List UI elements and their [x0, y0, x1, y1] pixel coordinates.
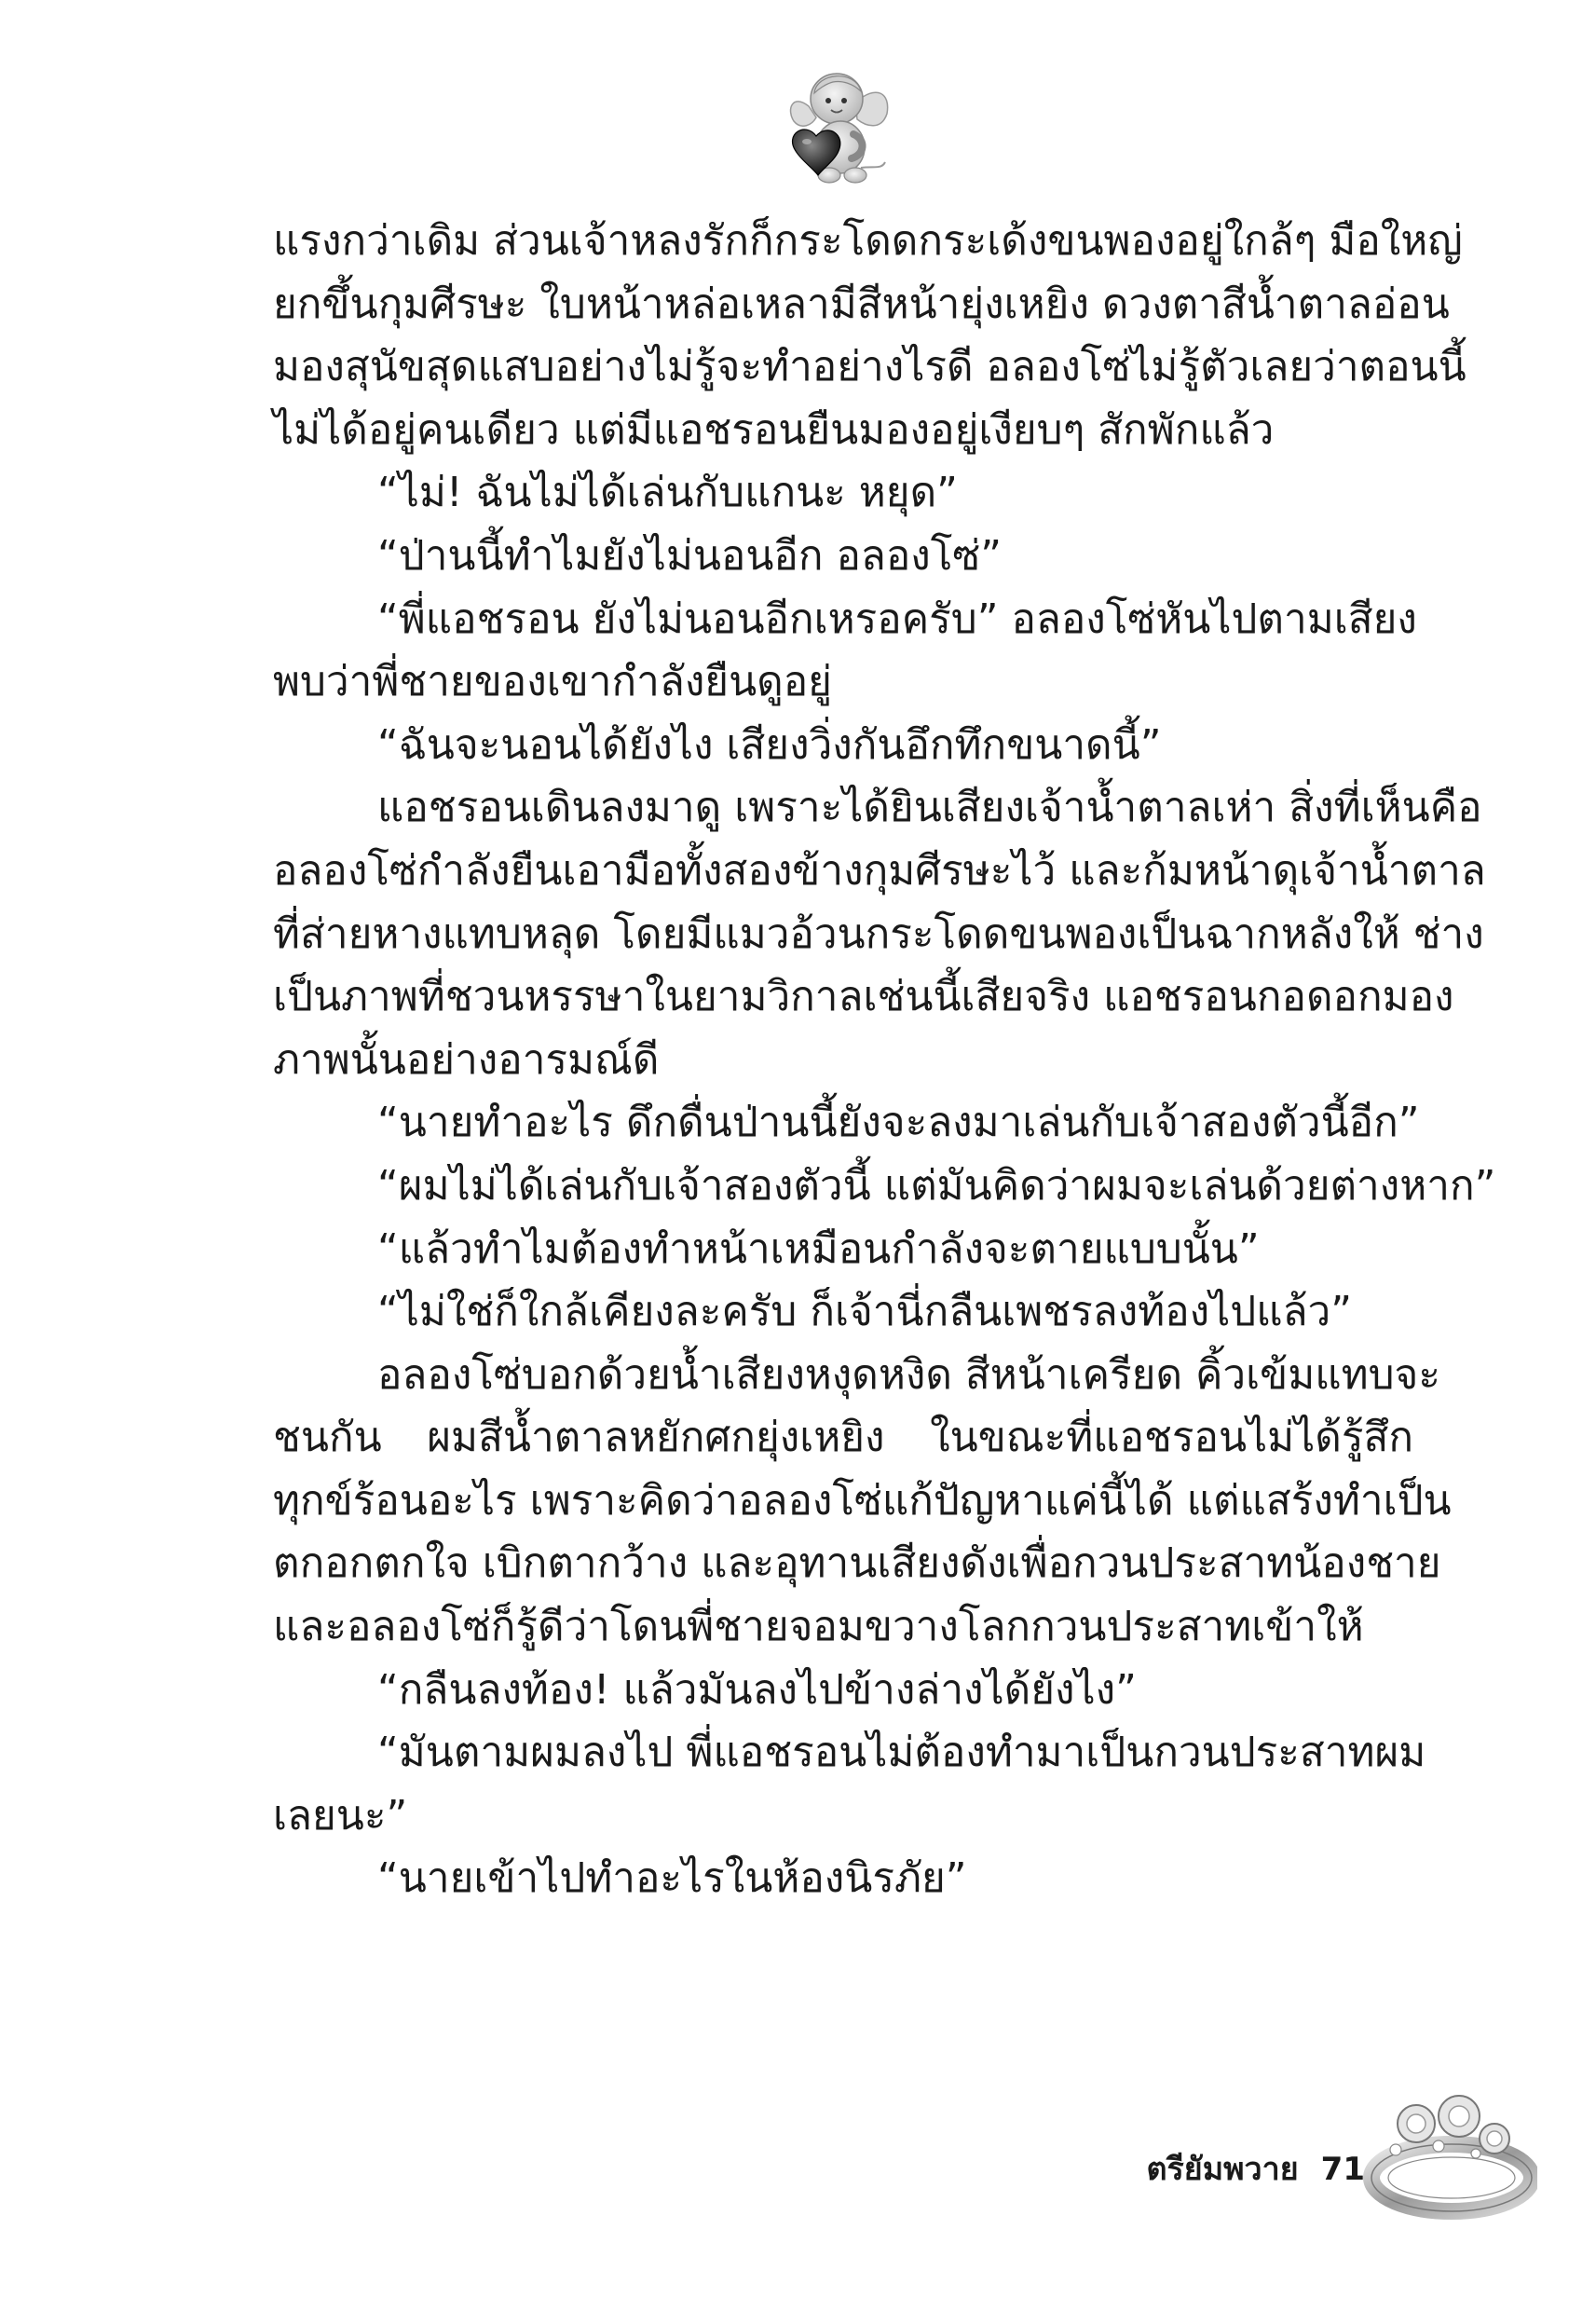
page-footer — [1104, 2143, 1365, 2194]
text-line: เป็นภาพที่ชวนหรรษาในยามวิกาลเช่นนี้เสียจริง แอชรอนกอดอกมอง — [273, 973, 1454, 1021]
text-line: “ไม่ใช่ก็ใกล้เคียงละครับ ก็เจ้านี่กลืนเพชรลงท้องไปแล้ว” — [377, 1288, 1353, 1336]
text-line: ทุกข์ร้อนอะไร เพราะคิดว่าอลองโซ่แก้ปัญหาแค่นี้ได้ แต่แสร้งทำเป็น — [273, 1476, 1452, 1525]
text-line: ไม่ได้อยู่คนเดียว แต่มีแอชรอนยืนมองอยู่เงียบๆ สักพักแล้ว — [273, 405, 1275, 454]
text-line: อลองโซ่กำลังยืนเอามือทั้งสองข้างกุมศีรษะไว้ และก้มหน้าดุเจ้าน้ำตาล — [273, 846, 1486, 895]
text-line: ยกขึ้นกุมศีรษะ ใบหน้าหล่อเหลามีสีหน้ายุ่งเหยิง ดวงตาสีน้ำตาลอ่อน — [273, 280, 1450, 328]
book-title: ตรียัมพวาย — [1146, 2151, 1299, 2188]
text-line: “แล้วทำไมต้องทำหน้าเหมือนกำลังจะตายแบบนั้น” — [377, 1224, 1260, 1273]
text-line: “พี่แอชรอน ยังไม่นอนอีกเหรอครับ” อลองโซ่หันไปตามเสียง — [377, 595, 1417, 643]
text-line: พบว่าพี่ชายของเขากำลังยืนดูอยู่ — [273, 658, 832, 706]
text-line: ตกอกตกใจ เบิกตากว้าง และอุทานเสียงดังเพื่อกวนประสาทน้องชาย — [273, 1539, 1441, 1588]
cherub-heart-icon — [788, 65, 893, 186]
text-line: “นายทำอะไร ดึกดื่นป่านนี้ยังจะลงมาเล่นกับเจ้าสองตัวนี้อีก” — [377, 1099, 1420, 1147]
text-line: ที่ส่ายหางแทบหลุด โดยมีแมวอ้วนกระโดดขนพองเป็นฉากหลังให้ ช่าง — [273, 909, 1484, 958]
text-line: “ผมไม่ได้เล่นกับเจ้าสองตัวนี้ แต่มันคิดว่าผมจะเล่นด้วยต่างหาก” — [377, 1161, 1496, 1210]
text-line: ภาพนั้นอย่างอารมณ์ดี — [273, 1035, 660, 1084]
text-line: ชนกัน ผมสีน้ำตาลหยักศกยุ่งเหยิง ในขณะที่แอชรอนไม่ได้รู้สึก — [273, 1414, 1413, 1462]
text-line: เลยนะ” — [273, 1791, 408, 1839]
text-line: และอลองโซ่ก็รู้ดีว่าโดนพี่ชายจอมขวางโลกกวนประสาทเข้าให้ — [273, 1603, 1364, 1651]
text-line: แรงกว่าเดิม ส่วนเจ้าหลงรักก็กระโดดกระเด้งขนพองอยู่ใกล้ๆ มือใหญ่ — [273, 217, 1463, 265]
text-line: “กลืนลงท้อง! แล้วมันลงไปข้างล่างได้ยังไง” — [377, 1665, 1137, 1714]
page-number: 71 — [1320, 2151, 1365, 2188]
text-line: “ฉันจะนอนได้ยังไง เสียงวิ่งกันอึกทึกขนาดนี้” — [377, 720, 1162, 769]
text-line: แอชรอนเดินลงมาดู เพราะได้ยินเสียงเจ้าน้ำตาลเห่า สิ่งที่เห็นคือ — [377, 784, 1482, 832]
text-line: อลองโซ่บอกด้วยน้ำเสียงหงุดหงิด สีหน้าเครียด คิ้วเข้มแทบจะ — [377, 1350, 1440, 1399]
body-text — [273, 210, 1496, 1910]
text-line: “นายเข้าไปทำอะไรในห้องนิรภัย” — [377, 1854, 967, 1903]
diamond-ring-icon — [1362, 2092, 1537, 2222]
text-line: “มันตามผมลงไป พี่แอชรอนไม่ต้องทำมาเป็นกวนประสาทผม — [377, 1729, 1426, 1777]
text-line: “ไม่! ฉันไม่ได้เล่นกับแกนะ หยุด” — [377, 469, 958, 517]
text-line: “ป่านนี้ทำไมยังไม่นอนอีก อลองโซ่” — [377, 531, 1003, 580]
text-line: มองสุนัขสุดแสบอย่างไม่รู้จะทำอย่างไรดี อลองโซ่ไม่รู้ตัวเลยว่าตอนนี้ — [273, 343, 1466, 391]
